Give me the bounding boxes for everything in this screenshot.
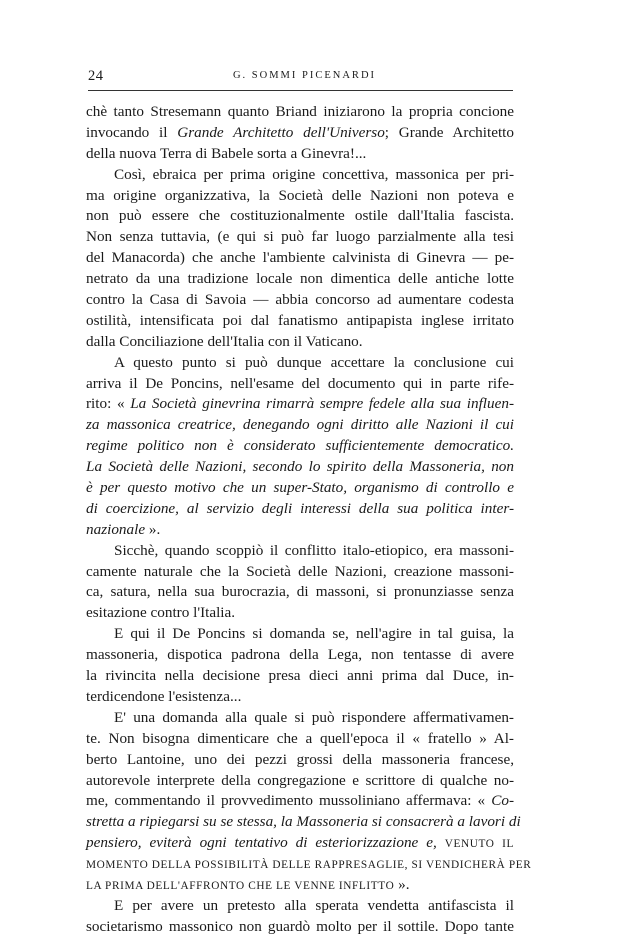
- header-rule: [88, 90, 513, 91]
- text-line: [86, 123, 514, 144]
- text-span: massoneria, dispotica padrona della Lega, non tentasse di avere: [86, 646, 514, 664]
- italic-text: regime politico non è considerato sufficientemente democratico.: [86, 437, 514, 455]
- text-span: A questo punto si può dunque accettare la conclusione cui: [114, 353, 514, 371]
- text-line: [86, 144, 514, 165]
- text-line: [86, 478, 514, 499]
- text-span: me, commentando il provvedimento mussoliniano affermava: «: [86, 792, 492, 810]
- text-span: dalla Conciliazione dell'Italia con il Vaticano.: [86, 332, 363, 350]
- text-line: [86, 206, 514, 227]
- text-span: del Manacorda) che anche l'ambiente calvinista di Ginevra — pe-: [86, 249, 514, 267]
- italic-text: za massonica creatrice, denegando ogni diritto alle Nazioni il cui: [86, 416, 514, 434]
- small-caps-text: LA PRIMA DELL'AFFRONTO CHE LE VENNE INFLITTO: [86, 879, 395, 892]
- text-line: [86, 562, 514, 583]
- italic-text: di coercizione, al servizio degli interessi della sua politica inter-: [86, 499, 514, 517]
- text-line: [86, 353, 514, 374]
- text-line: [86, 687, 514, 708]
- text-span: autorevole interprete della congregazione e scrittore di qualche no-: [86, 771, 514, 789]
- text-span: invocando il: [86, 123, 178, 141]
- text-span: la rivincita nella decisione presa dieci anni prima dal Duce, in-: [86, 667, 514, 685]
- text-span: E per avere un pretesto alla sperata vendetta antifascista il: [114, 896, 514, 914]
- text-span: E' una domanda alla quale si può rispondere affermativamen-: [114, 708, 514, 726]
- running-head: G. SOMMI PICENARDI: [232, 70, 377, 81]
- text-line: [86, 582, 514, 603]
- italic-text: nazionale: [86, 520, 146, 538]
- text-span: della nuova Terra di Babele sorta a Ginevra!...: [86, 144, 367, 162]
- text-line: [86, 666, 514, 687]
- text-line: [86, 541, 514, 562]
- italic-text: pensiero, eviterà ogni tentativo di esteriorizzazione e,: [86, 834, 445, 852]
- text-span: ».: [145, 520, 161, 538]
- text-line: [86, 394, 514, 415]
- text-line: [86, 374, 514, 395]
- text-line: [86, 833, 514, 854]
- text-line: [86, 875, 514, 896]
- text-line: [86, 603, 514, 624]
- text-span: ; Grande Architetto: [384, 123, 514, 141]
- text-line: [86, 457, 514, 478]
- text-span: esitazione contro l'Italia.: [86, 604, 236, 622]
- text-line: [86, 708, 514, 729]
- text-line: [86, 248, 514, 269]
- text-span: arriva il De Poncins, nell'esame del documento qui in parte rife-: [86, 374, 514, 392]
- text-line: [86, 791, 514, 812]
- text-line: [86, 750, 514, 771]
- text-line: [86, 499, 514, 520]
- italic-text: La Società delle Nazioni, secondo lo spirito della Massoneria, non: [86, 458, 514, 476]
- text-line: [86, 269, 514, 290]
- text-span: terdicendone l'esistenza...: [86, 687, 242, 705]
- text-line: [86, 102, 514, 123]
- text-line: [86, 917, 514, 938]
- text-span: ca, satura, nella sua burocrazia, di massoni, si pronunziasse senza: [86, 583, 514, 601]
- small-caps-text: VENUTO IL: [444, 838, 514, 851]
- text-line: [86, 436, 514, 457]
- italic-text: stretta a ripiegarsi su se stessa, la Massoneria si consacrerà a lavori di: [86, 813, 521, 831]
- text-line: [86, 854, 532, 875]
- text-line: [86, 290, 514, 311]
- text-span: societarismo massonico non guardò molto per il sottile. Dopo tante: [86, 917, 514, 935]
- text-line: [86, 520, 514, 541]
- text-span: non può essere che costituzionalmente ostile dall'Italia fascista.: [86, 207, 514, 225]
- page-number: 24: [88, 68, 104, 84]
- text-span: netrato da una tradizione locale non dimentica delle antiche lotte: [86, 270, 514, 288]
- text-span: rito: «: [86, 395, 131, 413]
- text-line: [86, 186, 514, 207]
- text-span: Non senza tuttavia, (e qui si può far luogo parzialmente alla tesi: [86, 228, 514, 246]
- text-line: [86, 415, 514, 436]
- text-line: [86, 812, 521, 833]
- small-caps-text: MOMENTO DELLA POSSIBILITÀ DELLE RAPPRESAGLIE, SI VENDICHERÀ PER: [86, 859, 532, 872]
- text-line: [86, 624, 514, 645]
- text-line: [86, 311, 514, 332]
- text-line: [86, 896, 514, 917]
- text-span: Sicchè, quando scoppiò il conflitto italo-etiopico, era massoni-: [114, 541, 514, 559]
- text-line: [86, 645, 514, 666]
- page-header: [88, 68, 513, 88]
- text-span: te. Non bisogna dimenticare che a quell'epoca il « fratello » Al-: [86, 729, 514, 747]
- italic-text: La Società ginevrina rimarrà sempre fedele alla sua influen-: [130, 395, 515, 413]
- text-span: ».: [394, 875, 410, 893]
- text-span: berto Lantoine, uno dei pezzi grossi della massoneria francese,: [86, 750, 514, 768]
- text-span: camente naturale che la Società delle Nazioni, creazione massoni-: [86, 562, 514, 580]
- text-line: [86, 227, 514, 248]
- text-span: contro la Casa di Savoia — abbia concorso ad aumentare codesta: [86, 291, 514, 309]
- text-span: ma origine organizzativa, la Società delle Nazioni non poteva e: [86, 186, 514, 204]
- body-text: [86, 102, 532, 938]
- text-line: [86, 332, 514, 353]
- text-span: chè tanto Stresemann quanto Briand iniziarono la propria concione: [86, 103, 514, 120]
- italic-text: Co-: [491, 792, 514, 810]
- text-span: E qui il De Poncins si domanda se, nell'agire in tal guisa, la: [114, 625, 514, 643]
- text-span: ostilità, intensificata poi dal fanatismo antipapista inglese irritato: [86, 311, 514, 329]
- text-line: [86, 165, 514, 186]
- italic-text: è per questo motivo che un super-Stato, organismo di controllo e: [86, 479, 514, 497]
- text-line: [86, 729, 514, 750]
- text-line: [86, 771, 514, 792]
- text-span: Così, ebraica per prima origine concettiva, massonica per pri-: [114, 165, 514, 183]
- italic-text: Grande Architetto dell'Universo: [177, 123, 385, 141]
